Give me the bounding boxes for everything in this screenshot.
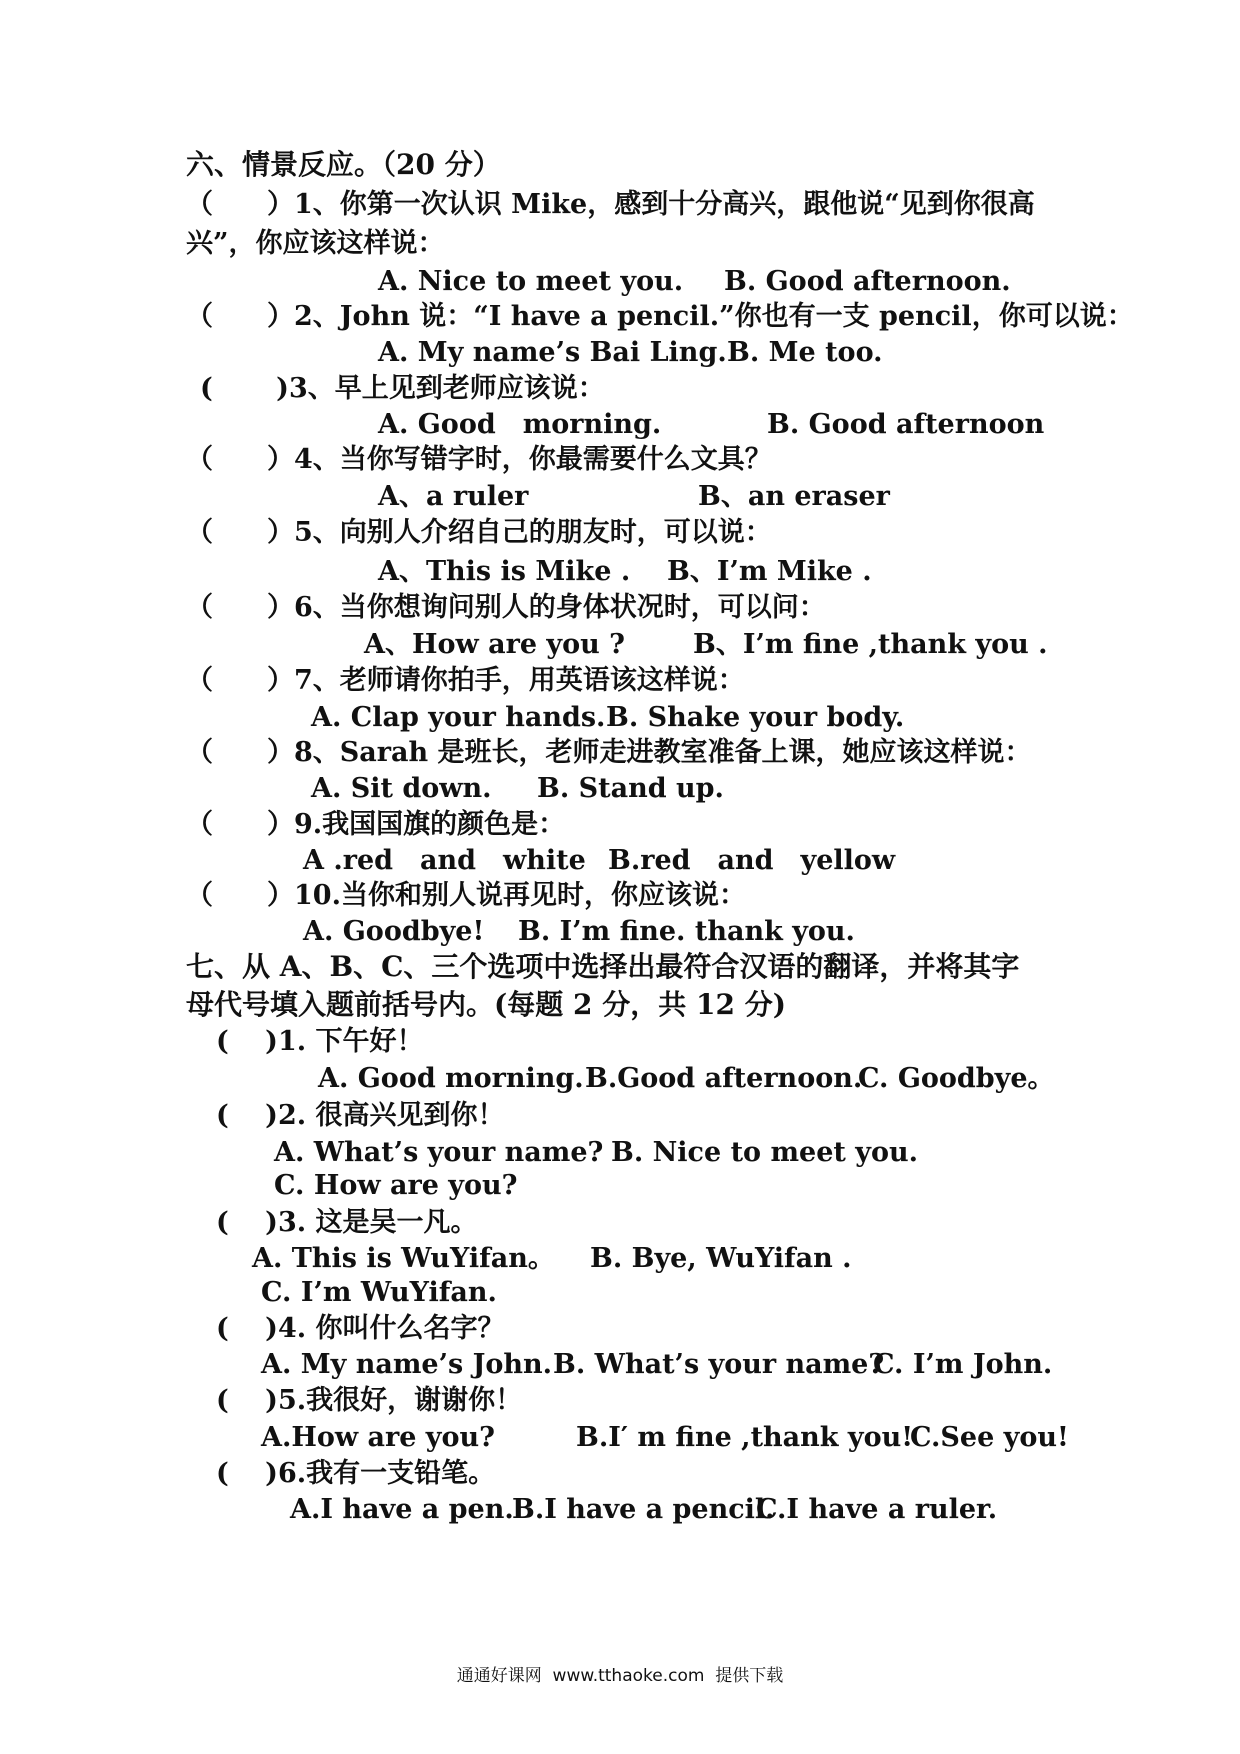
s6-q5-stem: （ ）5、向别人介绍自己的朋友时，可以说：	[186, 517, 772, 548]
section7-title-line2: 母代号填入题前括号内。(每题 2 分，共 12 分)	[186, 988, 786, 1021]
s6-q2-option-b: B. Me too.	[727, 337, 883, 368]
s6-q9-option-b: B.red and yellow	[608, 845, 896, 876]
s6-q8-option-a: A. Sit down.	[311, 773, 492, 804]
s6-q9-option-a: A .red and white	[303, 845, 586, 876]
s7-q5-stem: ( )5.我很好，谢谢你！	[216, 1385, 523, 1416]
s6-q10-stem: （ ）10.当你和别人说再见时，你应该说：	[186, 880, 746, 911]
s6-q10-option-a: A. Goodbye!	[303, 916, 485, 947]
s7-q1-option-c: C. Goodbye。	[858, 1063, 1055, 1094]
s6-q8-stem: （ ）8、Sarah 是班长，老师走进教室准备上课，她应该这样说：	[186, 737, 1032, 768]
s7-q3-option-a: A. This is WuYifan。	[252, 1243, 555, 1274]
section6-title: 六、情景反应。（20 分）	[186, 148, 501, 181]
s7-q5-option-c: C.See you!	[910, 1422, 1069, 1453]
s6-q9-stem: （ ）9.我国国旗的颜色是：	[186, 809, 566, 840]
s6-q4-stem: （ ）4、当你写错字时，你最需要什么文具？	[186, 444, 772, 475]
s6-q6-option-a: A、How are you ?	[364, 629, 625, 660]
s7-q4-option-a: A. My name’s John.	[261, 1349, 553, 1380]
s7-q2-stem: ( )2. 很高兴见到你！	[216, 1100, 505, 1131]
s7-q1-option-b: B.Good afternoon.	[585, 1063, 863, 1094]
s6-q4-option-b: B、an eraser	[698, 481, 890, 512]
s6-q3-stem: ( )3、早上见到老师应该说：	[200, 373, 605, 404]
footer-source: 通通好课网 www.tthaoke.com 提供下载	[456, 1666, 784, 1686]
s6-q5-option-b: B、I’m Mike .	[667, 556, 872, 587]
s7-q4-option-b: B. What’s your name?	[553, 1349, 885, 1380]
s7-q2-option-b: B. Nice to meet you.	[611, 1137, 918, 1168]
s7-q2-option-c: C. How are you?	[274, 1170, 518, 1201]
s6-q6-option-b: B、I’m fine ,thank you .	[693, 629, 1048, 660]
s7-q4-stem: ( )4. 你叫什么名字？	[216, 1313, 505, 1344]
s6-q5-option-a: A、This is Mike .	[378, 556, 631, 587]
s7-q5-option-b: B.I′ m fine ,thank you!	[576, 1422, 914, 1453]
s6-q1-option-b: B. Good afternoon.	[724, 266, 1011, 297]
s7-q1-stem: ( )1. 下午好！	[216, 1026, 424, 1057]
s7-q6-option-a: A.I have a pen.	[290, 1494, 514, 1525]
s6-q3-option-a: A. Good morning.	[378, 409, 662, 440]
s6-q7-option-b: B. Shake your body.	[606, 702, 905, 733]
s7-q6-stem: ( )6.我有一支铅笔。	[216, 1458, 496, 1489]
s6-q6-stem: （ ）6、当你想询问别人的身体状况时，可以问：	[186, 592, 826, 623]
s7-q6-option-b: B.I have a pencil.	[512, 1494, 775, 1525]
s7-q3-option-c: C. I’m WuYifan.	[261, 1277, 497, 1308]
s6-q7-option-a: A. Clap your hands.	[311, 702, 606, 733]
s6-q7-stem: （ ）7、老师请你拍手，用英语该这样说：	[186, 665, 745, 696]
s6-q2-option-a: A. My name’s Bai Ling.	[378, 337, 727, 368]
s6-q8-option-b: B. Stand up.	[537, 773, 724, 804]
s6-q10-option-b: B. I’m fine. thank you.	[518, 916, 855, 947]
s6-q1-option-a: A. Nice to meet you.	[378, 266, 684, 297]
s6-q4-option-a: A、a ruler	[378, 481, 529, 512]
s7-q2-option-a: A. What’s your name?	[274, 1137, 604, 1168]
s6-q1-stem-line1: （ ）1、你第一次认识 Mike，感到十分高兴，跟他说“见到你很高	[186, 189, 1035, 220]
s6-q1-stem-line2: 兴”，你应该这样说：	[186, 228, 445, 259]
s7-q6-option-c: C.I have a ruler.	[756, 1494, 998, 1525]
s6-q2-stem: （ ）2、John 说：“I have a pencil.”你也有一支 pencil，你可以说：	[186, 301, 1134, 332]
s6-q3-option-b: B. Good afternoon	[767, 409, 1045, 440]
section7-title-line1: 七、从 A、B、C、三个选项中选择出最符合汉语的翻译，并将其字	[186, 950, 1020, 983]
s7-q4-option-c: C. I’m John.	[873, 1349, 1053, 1380]
s7-q3-stem: ( )3. 这是吴一凡。	[216, 1207, 478, 1238]
s7-q5-option-a: A.How are you?	[261, 1422, 495, 1453]
s7-q3-option-b: B. Bye, WuYifan .	[590, 1243, 852, 1274]
s7-q1-option-a: A. Good morning.	[318, 1063, 584, 1094]
